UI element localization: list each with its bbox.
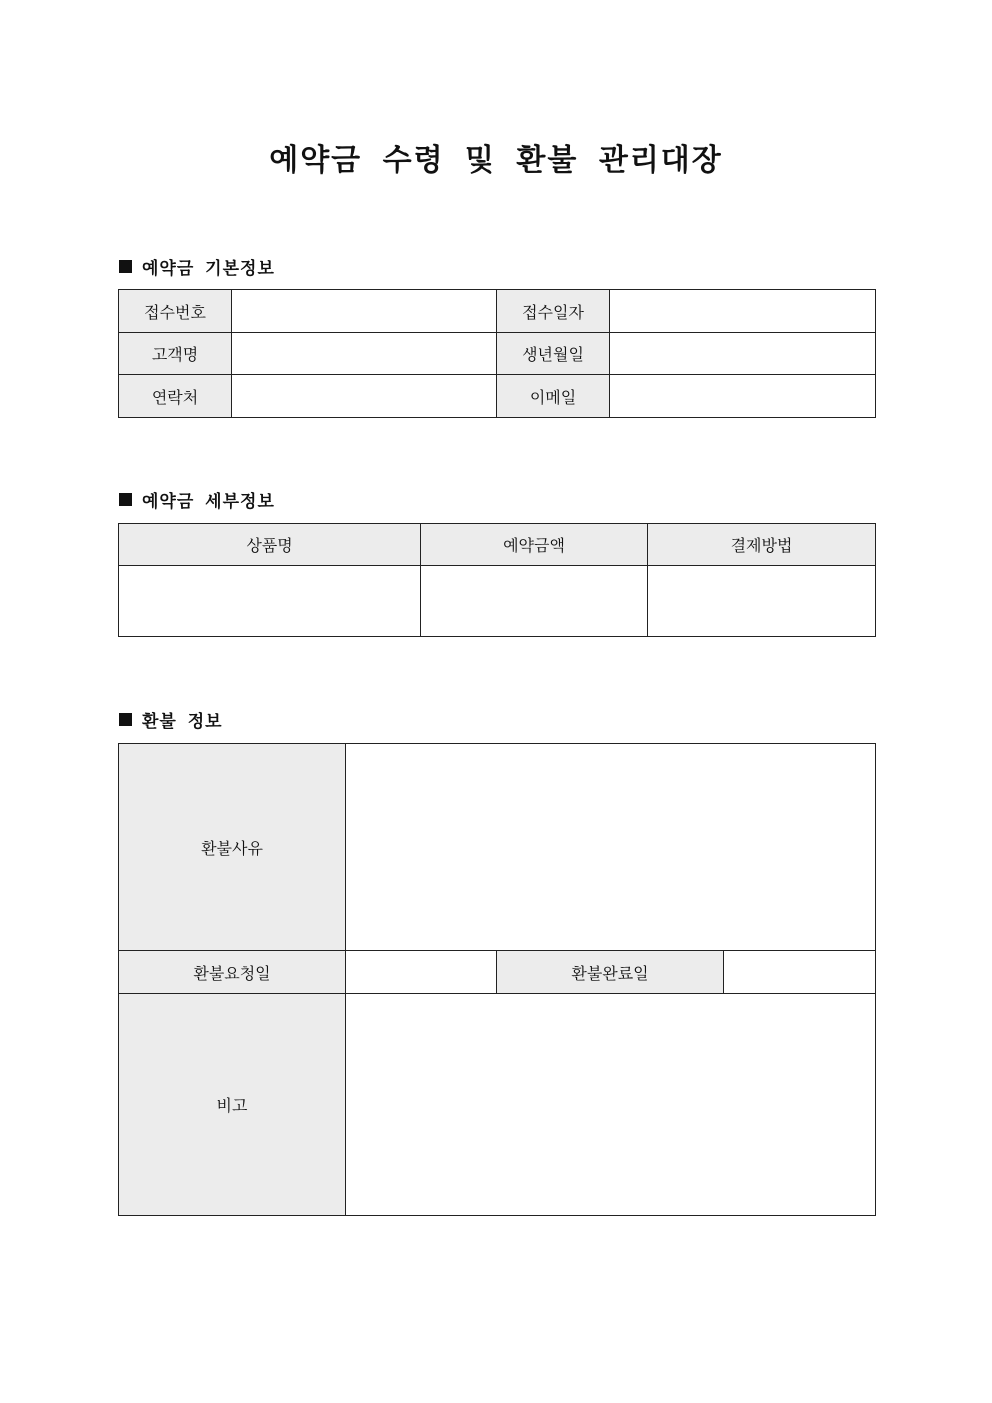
- table-row: [119, 333, 876, 375]
- table-row: [119, 744, 876, 951]
- refund-complete-date-field[interactable]: [724, 951, 876, 994]
- refund-request-date-label: 환불요청일: [119, 951, 346, 994]
- email-field[interactable]: [610, 375, 876, 418]
- square-bullet-icon: [119, 713, 132, 726]
- receipt-number-field[interactable]: [232, 290, 497, 333]
- table-row: [119, 566, 876, 637]
- section-heading-label: 예약금 세부정보: [142, 492, 275, 512]
- table-row: [119, 290, 876, 333]
- receipt-number-label: 접수번호: [119, 290, 232, 333]
- contact-field[interactable]: [232, 375, 497, 418]
- table-row: [119, 951, 876, 994]
- section-heading-label: 환불 정보: [142, 712, 223, 732]
- deposit-amount-field[interactable]: [421, 566, 648, 637]
- birth-date-field[interactable]: [610, 333, 876, 375]
- contact-label: 연락처: [119, 375, 232, 418]
- customer-name-field[interactable]: [232, 333, 497, 375]
- page-title: 예약금 수령 및 환불 관리대장: [269, 143, 723, 178]
- refund-reason-field[interactable]: [346, 744, 876, 951]
- section-heading-detail: [119, 487, 275, 512]
- deposit-detail-table: [118, 523, 876, 637]
- table-row: [119, 375, 876, 418]
- product-name-field[interactable]: [119, 566, 421, 637]
- note-field[interactable]: [346, 994, 876, 1216]
- refund-complete-date-label: 환불완료일: [497, 951, 724, 994]
- table-row: [119, 524, 876, 566]
- refund-info-table: [118, 743, 876, 1216]
- square-bullet-icon: [119, 260, 132, 273]
- table-row: [119, 994, 876, 1216]
- receipt-date-label: 접수일자: [497, 290, 610, 333]
- customer-name-label: 고객명: [119, 333, 232, 375]
- email-label: 이메일: [497, 375, 610, 418]
- payment-method-header: 결제방법: [648, 524, 876, 566]
- section-heading-refund: [119, 707, 223, 732]
- refund-reason-label: 환불사유: [119, 744, 346, 951]
- birth-date-label: 생년월일: [497, 333, 610, 375]
- section-heading-basic: [119, 254, 275, 279]
- receipt-date-field[interactable]: [610, 290, 876, 333]
- refund-request-date-field[interactable]: [346, 951, 497, 994]
- basic-info-table: [118, 289, 876, 418]
- product-name-header: 상품명: [119, 524, 421, 566]
- square-bullet-icon: [119, 493, 132, 506]
- deposit-amount-header: 예약금액: [421, 524, 648, 566]
- payment-method-field[interactable]: [648, 566, 876, 637]
- section-heading-label: 예약금 기본정보: [142, 259, 275, 279]
- note-label: 비고: [119, 994, 346, 1216]
